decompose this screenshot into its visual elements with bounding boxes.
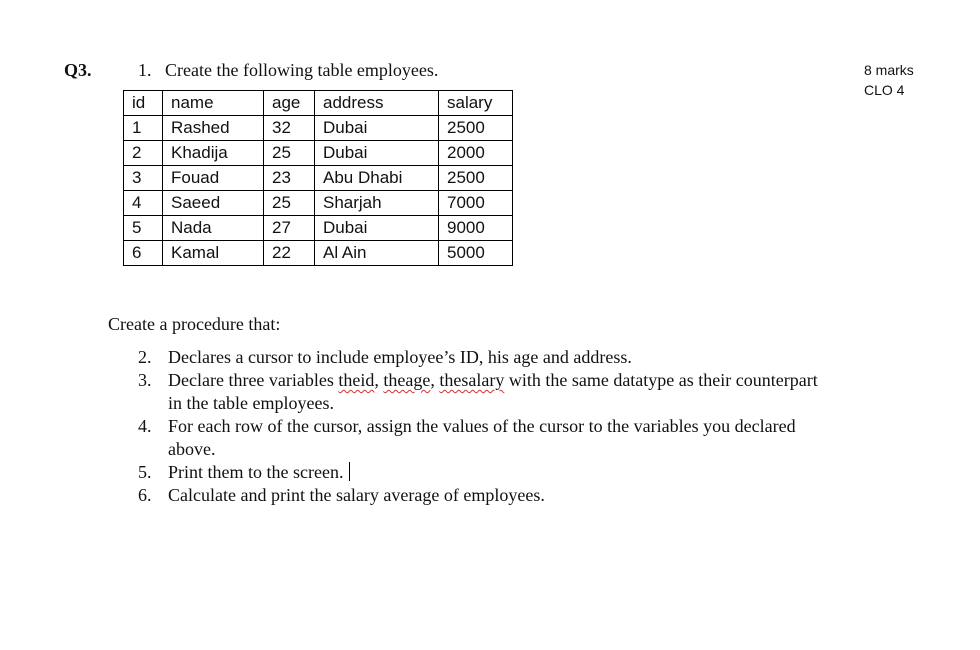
table-row [124,166,513,191]
question-item-1 [138,60,438,81]
marks-value: 8 marks [864,62,914,78]
marks-info [864,60,914,100]
item-number: 3. [138,370,152,390]
table-cell: 3 [124,166,163,191]
item-text: For each row of the cursor, assign the values of the cursor to the variables you declared above. [168,416,796,459]
table-cell: 2500 [439,116,513,141]
employees-table [123,90,513,266]
text-cursor[interactable] [349,462,350,481]
table-cell: 4 [124,191,163,216]
table-cell: 9000 [439,216,513,241]
table-cell: 25 [264,191,315,216]
table-cell: Al Ain [315,241,439,266]
procedure-intro: Create a procedure that: [108,314,281,334]
table-cell: 25 [264,141,315,166]
table-cell: Abu Dhabi [315,166,439,191]
item-number: 5. [138,462,152,482]
table-cell: 7000 [439,191,513,216]
item-number: 2. [138,347,152,367]
table-cell: Dubai [315,141,439,166]
item-text: Declares a cursor to include employee’s ID, his age and address. [168,347,632,367]
spellcheck-word: theage [383,370,431,390]
item-text: Print them to the screen. [168,462,344,482]
table-cell: 1 [124,116,163,141]
table-cell: 2000 [439,141,513,166]
table-row [124,216,513,241]
table-cell: 22 [264,241,315,266]
table-cell: Kamal [163,241,264,266]
list-item [138,346,818,369]
table-cell: 27 [264,216,315,241]
item-text: Calculate and print the salary average of employees. [168,485,545,505]
table-cell: 5 [124,216,163,241]
item-number: 4. [138,416,152,436]
table-cell: 2 [124,141,163,166]
item-number: 1. [138,60,152,80]
list-item [138,484,818,507]
column-header: age [264,91,315,116]
spellcheck-word: thesalary [439,370,505,390]
list-item [138,369,818,415]
procedure-task-list [138,346,818,507]
item-text-separator: , [374,370,384,390]
item-text: Create the following table employees. [165,60,439,80]
table-cell: Sharjah [315,191,439,216]
table-cell: 2500 [439,166,513,191]
table-row [124,141,513,166]
clo-value: CLO 4 [864,82,905,98]
table-cell: Dubai [315,116,439,141]
table-cell: 6 [124,241,163,266]
item-text-post: with the same datatype as their counterpart in the table employees. [168,370,818,413]
table-cell: 23 [264,166,315,191]
table-cell: Fouad [163,166,264,191]
list-item [138,415,818,461]
spellcheck-word: theid [338,370,375,390]
table-cell: Dubai [315,216,439,241]
table-row [124,191,513,216]
table-cell: 32 [264,116,315,141]
item-text-pre: Declare three variables [168,370,339,390]
table-header-row [124,91,513,116]
table-cell: Saeed [163,191,264,216]
table-cell: Khadija [163,141,264,166]
column-header: address [315,91,439,116]
table-row [124,241,513,266]
item-text-separator: , [430,370,440,390]
item-number: 6. [138,485,152,505]
list-item [138,461,818,484]
column-header: name [163,91,264,116]
column-header: salary [439,91,513,116]
question-label: Q3. [64,60,92,80]
table-cell: Rashed [163,116,264,141]
table-row [124,116,513,141]
table-cell: 5000 [439,241,513,266]
column-header: id [124,91,163,116]
table-cell: Nada [163,216,264,241]
